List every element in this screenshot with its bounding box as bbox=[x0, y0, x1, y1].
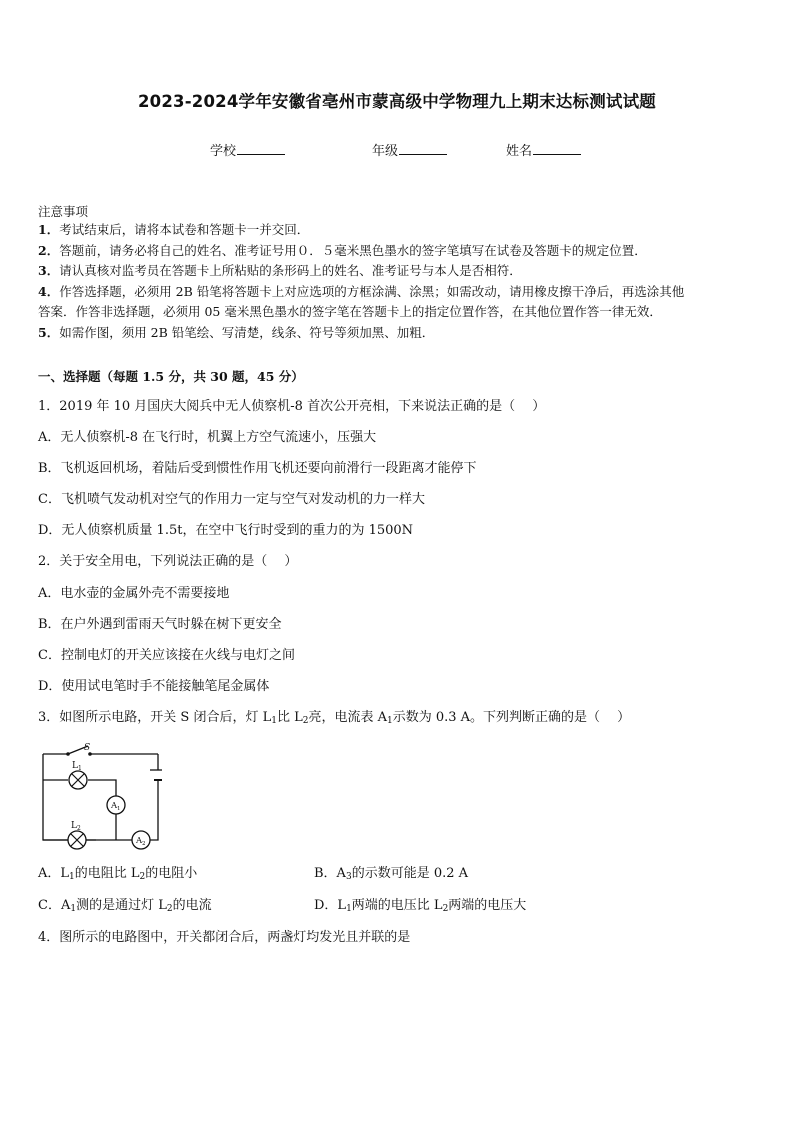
notice-item: 5．如需作图，须用 2B 铅笔绘、写清楚，线条、符号等须加黑、加粗． bbox=[38, 324, 435, 340]
lamp-l1-icon bbox=[69, 771, 87, 789]
ammeter1-label: A bbox=[111, 801, 118, 811]
section-title: 一、选择题（每题 1.5 分，共 30 题，45 分） bbox=[38, 369, 304, 384]
notice-item: 3．请认真核对监考员在答题卡上所粘贴的条形码上的姓名、准考证号与本人是否相符． bbox=[38, 263, 522, 278]
notice-list bbox=[38, 220, 768, 343]
school-blank bbox=[237, 142, 285, 155]
question-1-option-b: B．飞机返回机场，着陆后受到惯性作用飞机还要向前滑行一段距离才能停下 bbox=[38, 461, 477, 476]
ammeter2-sub: 2 bbox=[142, 841, 146, 847]
student-info-row bbox=[0, 140, 794, 160]
switch-label: S bbox=[84, 743, 91, 753]
grade-field bbox=[372, 140, 447, 159]
question-3-option-a: A．$L_1$的电阻比 $L_2$的电阻小 bbox=[38, 866, 198, 882]
circuit-diagram bbox=[38, 740, 162, 850]
notice-item: 4．作答选择题，必须用 2B 铅笔将答题卡上对应选项的方框涂满、涂黑；如需改动，请用橡皮擦干净后，再选涂其他 bbox=[38, 283, 685, 299]
lamp-l2-icon bbox=[68, 831, 86, 849]
lamp1-sub: 1 bbox=[78, 765, 82, 772]
name-field bbox=[506, 140, 581, 159]
ammeter2-label: A bbox=[136, 836, 143, 846]
lamp2-label: L bbox=[71, 821, 77, 831]
name-blank bbox=[533, 142, 581, 155]
question-2-option-c: C．控制电灯的开关应该接在火线与电灯之间 bbox=[38, 648, 295, 663]
question-4-stem: 4．图所示的电路图中，开关都闭合后，两盏灯均发光且并联的是 bbox=[38, 930, 411, 945]
question-3-option-c: C．$A_1$测的是通过灯 $L_2$的电流 bbox=[38, 898, 212, 914]
name-label: 姓名 bbox=[506, 144, 533, 159]
question-1-option-c: C．飞机喷气发动机对空气的作用力一定与空气对发动机的力一样大 bbox=[38, 492, 425, 507]
question-3-option-b: B．$A_3$的示数可能是 0.2 A bbox=[314, 866, 469, 882]
question-1-option-a: A．无人侦察机-8 在飞行时，机翼上方空气流速小，压强大 bbox=[38, 430, 377, 445]
lamp1-label: L bbox=[72, 761, 78, 771]
question-2-option-b: B．在户外遇到雷雨天气时躲在树下更安全 bbox=[38, 617, 282, 632]
notice-title: 注意事项 bbox=[38, 204, 89, 219]
lamp2-sub: 2 bbox=[77, 825, 81, 832]
notice-item: 答案．作答非选择题，必须用 05 毫米黑色墨水的签字笔在答题卡上的指定位置作答，在其他位置作答一律无效． bbox=[38, 304, 662, 319]
question-2-option-a: A．电水壶的金属外壳不需要接地 bbox=[38, 586, 230, 601]
question-1-stem: 1．2019 年 10 月国庆大阅兵中无人侦察机-8 首次公开亮相，下来说法正确的是（ ） bbox=[38, 399, 546, 414]
page-title: 2023-2024学年安徽省亳州市蒙高级中学物理九上期末达标测试试题 bbox=[138, 92, 656, 111]
notice-item: 1．考试结束后，请将本试卷和答题卡一并交回． bbox=[38, 222, 310, 237]
question-3-stem: 3．如图所示电路，开关 S 闭合后，灯 $L_1$比 $L_2$亮，电流表 $A_1$示数为 0.3 A。下列判断正确的是（ ） bbox=[38, 710, 631, 726]
notice-item: 2．答题前，请务必将自己的姓名、准考证号用０．５毫米黑色墨水的签字笔填写在试卷及答题卡的规定位置． bbox=[38, 242, 647, 258]
grade-label: 年级 bbox=[372, 144, 399, 159]
school-label: 学校 bbox=[210, 144, 237, 159]
question-2-option-d: D．使用试电笔时手不能接触笔尾金属体 bbox=[38, 679, 270, 694]
question-3-option-d: D．$L_1$两端的电压比 $L_2$两端的电压大 bbox=[314, 898, 527, 914]
ammeter1-sub: 1 bbox=[117, 806, 121, 812]
school-field bbox=[210, 140, 285, 159]
grade-blank bbox=[399, 142, 447, 155]
question-1-option-d: D．无人侦察机质量 1.5t，在空中飞行时受到的重力的为 1500N bbox=[38, 523, 414, 538]
question-2-stem: 2．关于安全用电，下列说法正确的是（ ） bbox=[38, 554, 298, 569]
